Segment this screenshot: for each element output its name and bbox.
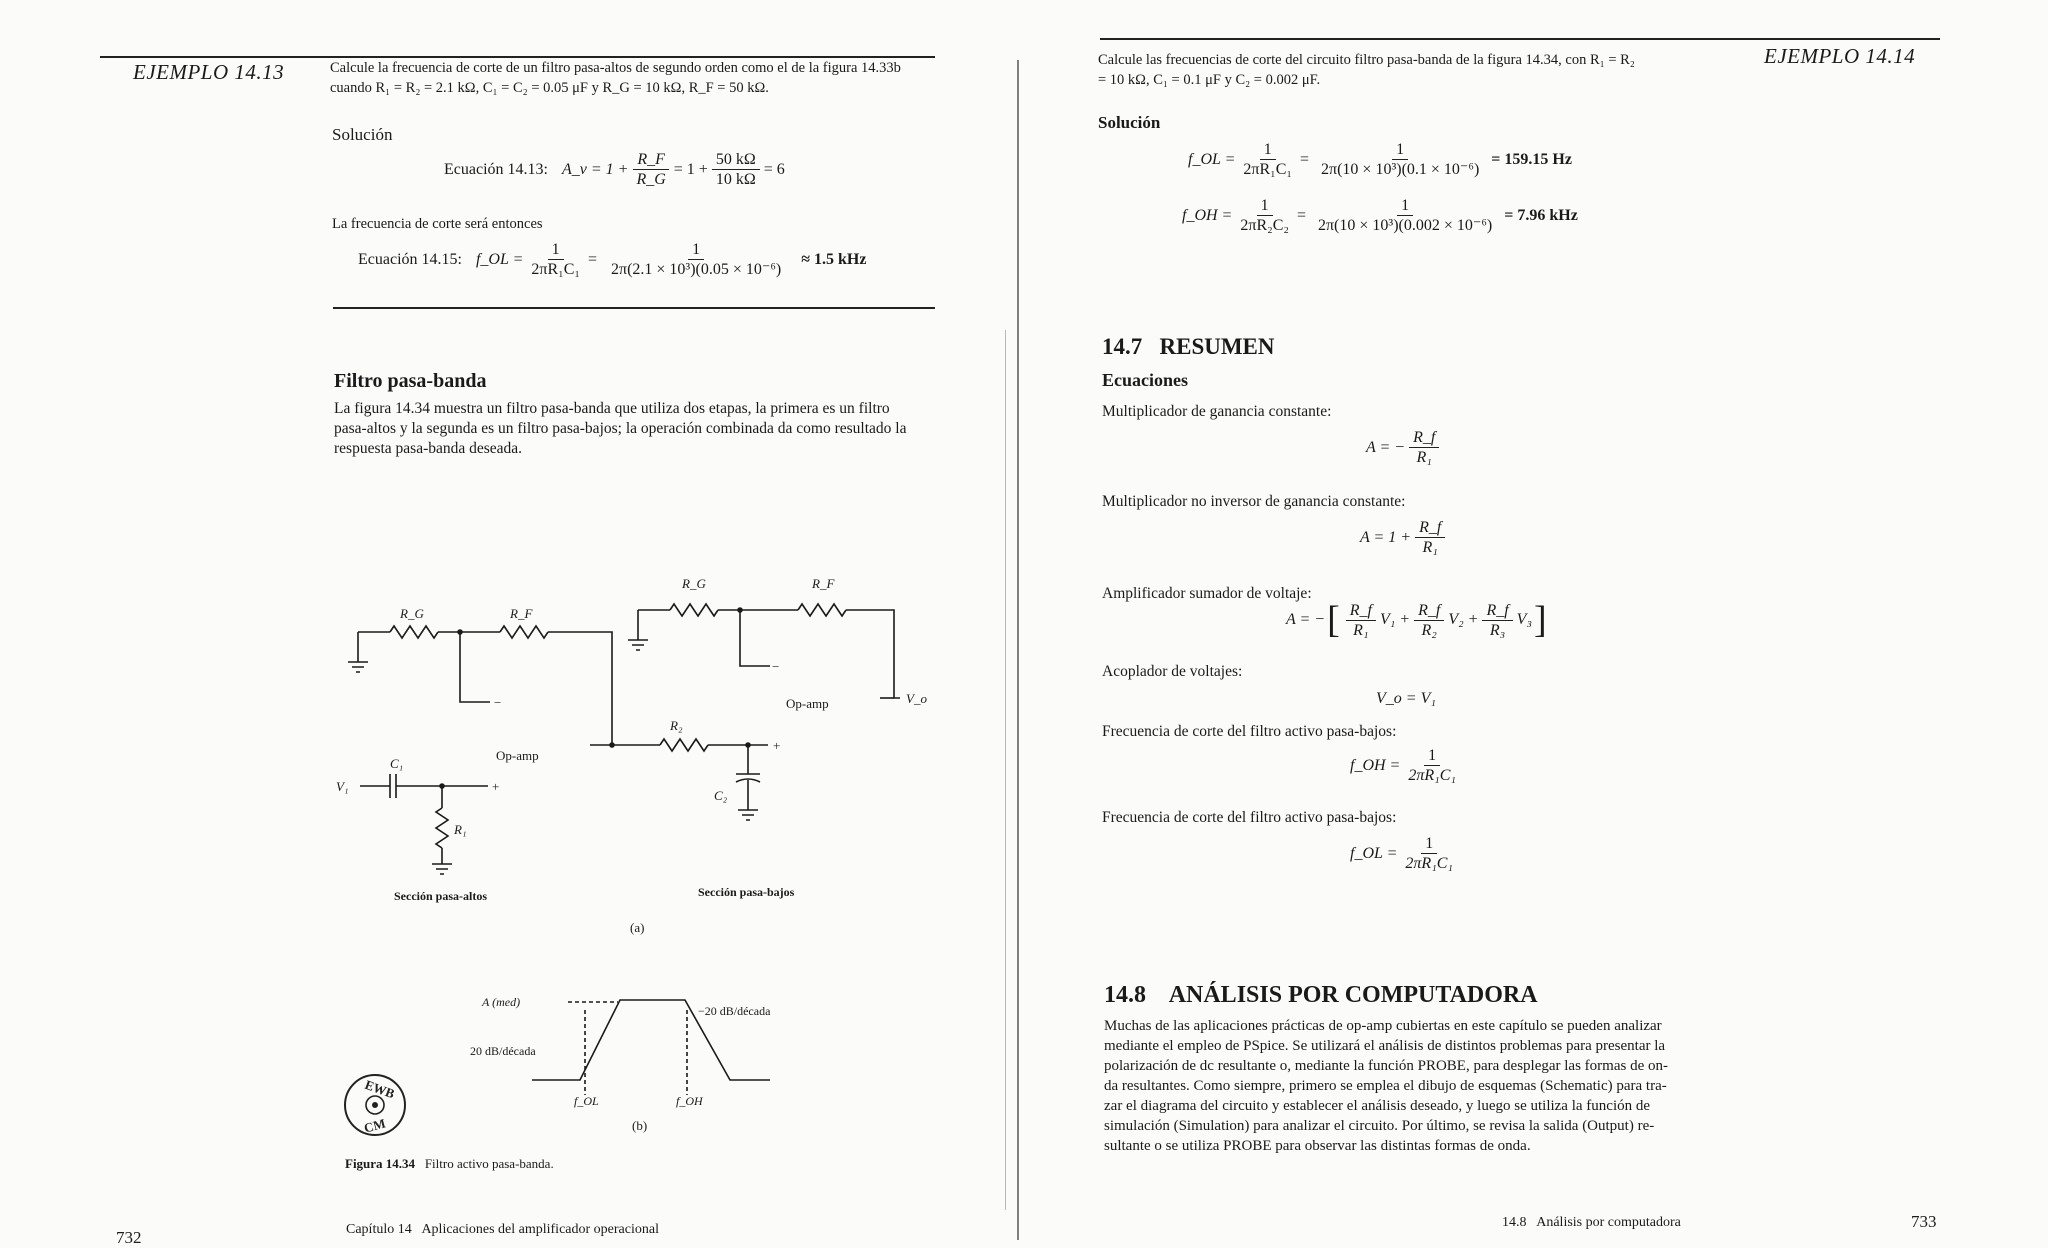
eq-result: = 7.96 kHz [1504, 206, 1578, 224]
label-vo: V_o [906, 691, 927, 706]
fraction-numerator: 1 [1421, 834, 1437, 854]
example-statement-line2: = 10 kΩ, C₁ = 0.1 μF y C₂ = 0.002 μF. [1098, 72, 1321, 88]
fraction-numerator: 1 [1397, 196, 1413, 216]
fraction-numerator: R_f [1415, 518, 1445, 538]
eq-label: Ecuación 14.13: [444, 160, 548, 178]
equation-14-13 [444, 150, 785, 189]
heading-text: RESUMEN [1159, 334, 1275, 359]
eq-lhs: f_OL = [1188, 150, 1236, 168]
fraction-denominator: 2πR₁C₁ [1405, 855, 1453, 872]
paragraph-line: La figura 14.34 muestra un filtro pasa-banda que utiliza dos etapas, la primera es un filtro [334, 400, 890, 417]
fraction-numerator: 1 [1392, 140, 1408, 160]
caption-text: Filtro activo pasa-banda. [424, 1156, 554, 1171]
label-c2: C₂ [714, 788, 728, 803]
paragraph-line: sultante o se utiliza PROBE para observar las distintas formas de onda. [1104, 1138, 1531, 1154]
example-statement-line2: cuando R₁ = R₂ = 2.1 kΩ, C₁ = C₂ = 0.05 μF y R_G = 10 kΩ, R_F = 50 kΩ. [330, 80, 769, 96]
label-fol: f_OL [574, 1094, 599, 1108]
term-var: V₂ + [1448, 611, 1479, 628]
fraction [1404, 746, 1460, 785]
fraction [1409, 428, 1439, 467]
eq-mid: = 1 + [673, 160, 708, 178]
paragraph-line: simulación (Simulation) para analizar el circuito. Por último, se revisa la salida (Output) re- [1104, 1118, 1655, 1134]
term-var: V₃ [1516, 611, 1533, 628]
fraction-denominator: 2πR₁C₁ [531, 261, 580, 278]
figure-part-a-label: (a) [630, 920, 645, 935]
label-plus2: + [773, 738, 781, 753]
summary-label: Frecuencia de corte del filtro activo pasa-bajos: [1102, 809, 1397, 826]
eq-lhs: A_v = 1 + [561, 160, 629, 178]
fraction [1239, 140, 1296, 179]
summary-label: Acoplador de voltajes: [1102, 663, 1243, 680]
paragraph-line: respuesta pasa-banda deseada. [334, 440, 523, 457]
example-statement-line1: Calcule las frecuencias de corte del circuito filtro pasa-banda de la figura 14.34, con R₁ = R₂ [1098, 52, 1635, 68]
fraction-numerator: 1 [1424, 746, 1440, 766]
fraction-denominator: 2πR₁C₁ [1243, 161, 1292, 178]
label-rf1: R_F [510, 606, 533, 621]
computer-paragraph [1104, 1016, 1668, 1156]
eq-label: Ecuación 14.15: [358, 250, 462, 268]
paragraph-line: da resultantes. Como siempre, primero se emplea el dibujo de esquemas (Schematic) para tra- [1104, 1078, 1667, 1094]
fraction-numerator: R_f [1482, 601, 1512, 621]
label-rg1: R_G [400, 606, 424, 621]
fraction-numerator: R_f [1414, 601, 1444, 621]
footer-chapter: Capítulo 14 Aplicaciones del amplificador operacional [346, 1222, 659, 1237]
summary-label: Frecuencia de corte del filtro activo pasa-bajos: [1102, 723, 1397, 740]
fraction [601, 240, 791, 279]
label-minus2: − [772, 659, 780, 674]
solution-label: Solución [1098, 113, 1161, 132]
fraction [1414, 601, 1444, 640]
eq-lhs: A = − [1366, 438, 1406, 456]
label-opamp1: Op-amp [496, 748, 539, 763]
label-slope-up: 20 dB/década [470, 1044, 536, 1058]
summary-label: Amplificador sumador de voltaje: [1102, 585, 1312, 602]
paragraph-line: zar el diagrama del circuito y establecer el análisis deseado, y luego se utiliza la función de [1104, 1098, 1651, 1114]
fraction-numerator: R_F [633, 150, 669, 170]
fraction-denominator: R₂ [1421, 621, 1437, 639]
label-foh: f_OH [676, 1094, 703, 1108]
label-v1: V₁ [336, 779, 349, 794]
page-gutter-shadow [1005, 330, 1006, 1210]
summary-equation-summing: A = − [ $\frac{R\_f}{\text{R₁}}$ V₁ + $\frac{R\_f}{\text{R₂}}$ V₂ + $\frac{R\_f}{\text{R₃}}$ V₃ ] [1286, 599, 1547, 641]
heading-text: ANÁLISIS POR COMPUTADORA [1168, 982, 1538, 1008]
bandpass-schematic [320, 560, 960, 920]
summary-equation [1350, 834, 1461, 873]
figure-caption [345, 1156, 554, 1172]
label-opamp2: Op-amp [786, 696, 829, 711]
example-bottom-rule [333, 307, 935, 309]
eq-lhs: A = 1 + [1360, 528, 1412, 546]
example-top-rule [1100, 38, 1940, 40]
label-slope-down: −20 dB/década [698, 1004, 771, 1018]
eq-lhs: f_OH = [1182, 206, 1233, 224]
solution-label: Solución [332, 125, 393, 144]
fraction-numerator: 1 [548, 240, 564, 260]
fraction-denominator: R₁ [1353, 621, 1369, 639]
caption-number: Figura 14.34 [345, 1156, 416, 1171]
fraction [1236, 196, 1293, 235]
text-line: La frecuencia de corte será entonces [332, 216, 543, 232]
section-heading: Filtro pasa-banda [334, 370, 487, 392]
bandpass-response [440, 985, 800, 1115]
paragraph-line: polarización de dc resultante o, mediante la función PROBE, para desplegar las formas de on- [1104, 1058, 1668, 1074]
fraction-denominator: R₁ [1416, 449, 1432, 466]
summary-equation [1366, 428, 1443, 467]
page-gutter [1017, 60, 1019, 1240]
section-heading-summary [1102, 334, 1275, 360]
equation-14-15: Ecuación 14.15: f_OL = $\frac{1}{\text{2πR₁C₁}}$ = $\frac{1}{\text{2π(2.1 × 10³)(0.05 × 10⁻⁶)}}$ ≈ 1.5 kHz [358, 241, 867, 278]
eq-lhs: f_OH = [1350, 756, 1401, 774]
example-label: EJEMPLO 14.14 [1764, 44, 1916, 68]
paragraph-line: pasa-altos y la segunda es un filtro pasa-bajos; la operación combinada da como resultado la [334, 420, 907, 437]
fraction-numerator: R_f [1409, 428, 1439, 448]
subheading-equations: Ecuaciones [1102, 370, 1189, 390]
fraction [1482, 601, 1512, 640]
label-amed: A (med) [482, 995, 521, 1009]
page-number-left: 732 [116, 1228, 142, 1247]
fraction-denominator: 2π(10 × 10³)(0.002 × 10⁻⁶) [1317, 217, 1493, 234]
fraction-denominator: 10 kΩ [715, 171, 756, 188]
example-statement-line1: Calcule la frecuencia de corte de un filtro pasa-altos de segundo orden como el de la figura 14.33b [330, 60, 901, 76]
term-var: V₁ + [1379, 611, 1411, 628]
label-minus1: − [494, 695, 502, 710]
label-r1: R₁ [454, 822, 467, 837]
fraction [1346, 601, 1376, 640]
paragraph-line: mediante el empleo de PSpice. Se utilizará el análisis de distintos problemas para presentar la [1104, 1038, 1666, 1054]
summary-equation [1350, 746, 1464, 785]
label-r2: R₂ [670, 718, 683, 733]
summary-equation: V_o = V₁ [1376, 690, 1436, 707]
fraction-denominator: R₃ [1489, 621, 1506, 639]
label-rg2: R_G [682, 576, 706, 591]
summary-label: Multiplicador de ganancia constante: [1102, 403, 1332, 420]
fraction-denominator: R_G [636, 171, 666, 188]
label-sec-high: Sección pasa-altos [394, 889, 487, 903]
eq-lhs: f_OL = [475, 250, 524, 268]
fraction-denominator: 2π(10 × 10³)(0.1 × 10⁻⁶) [1321, 161, 1480, 178]
fraction [527, 240, 584, 279]
eq-lhs: A = − [1286, 611, 1326, 628]
left-page [0, 0, 1010, 1247]
logo-cm: CM [362, 1115, 388, 1136]
fraction [1313, 140, 1487, 179]
summary-equation [1360, 518, 1449, 557]
fraction-numerator: 50 kΩ [712, 150, 760, 170]
fraction [1310, 196, 1500, 235]
fraction [632, 150, 669, 189]
ewb-cd-logo [340, 1070, 410, 1140]
label-c1: C₁ [390, 756, 404, 771]
fraction-denominator: 2πR₂C₂ [1240, 217, 1289, 234]
eq-lhs: f_OL = [1350, 844, 1398, 862]
right-page [1030, 0, 2048, 1244]
eq-result: = 6 [763, 160, 785, 178]
page-number-right: 733 [1911, 1212, 1937, 1231]
fraction-numerator: 1 [1260, 140, 1276, 160]
fraction-numerator: R_f [1346, 601, 1376, 621]
figure-part-b-label: (b) [632, 1118, 648, 1133]
label-rf2: R_F [812, 576, 835, 591]
fraction-numerator: 1 [688, 240, 704, 260]
eq-result: = 159.15 Hz [1491, 150, 1572, 168]
heading-number: 14.7 [1102, 334, 1143, 359]
paragraph-line: Muchas de las aplicaciones prácticas de op-amp cubiertas en este capítulo se pueden analizar [1104, 1018, 1662, 1034]
eq-result: ≈ 1.5 kHz [801, 250, 867, 268]
fraction [712, 150, 760, 189]
heading-number: 14.8 [1104, 982, 1146, 1008]
fraction [1401, 834, 1457, 873]
fraction-numerator: 1 [1257, 196, 1273, 216]
equation-fol: f_OL = $\frac{1}{\text{2πR₁C₁}}$ = $\frac{1}{\text{2π(10 × 10³)(0.1 × 10⁻⁶)}}$ = 159.15 Hz [1188, 141, 1572, 178]
footer-section: 14.8 Análisis por computadora [1502, 1215, 1681, 1230]
fraction-denominator: R₁ [1422, 539, 1438, 556]
label-sec-low: Sección pasa-bajos [698, 885, 795, 899]
label-plus1: + [492, 779, 500, 794]
example-label: EJEMPLO 14.13 [133, 60, 285, 84]
fraction-denominator: 2πR₁C₁ [1408, 767, 1456, 784]
logo-ewb: EWB [362, 1076, 397, 1102]
section-heading-computer [1104, 982, 1538, 1009]
summary-label: Multiplicador no inversor de ganancia constante: [1102, 493, 1406, 510]
fraction-denominator: 2π(2.1 × 10³)(0.05 × 10⁻⁶) [610, 261, 782, 278]
equation-foh: f_OH = $\frac{1}{\text{2πR₂C₂}}$ = $\frac{1}{\text{2π(10 × 10³)(0.002 × 10⁻⁶)}}$ = 7.96 kHz [1182, 197, 1578, 234]
fraction [1415, 518, 1445, 557]
